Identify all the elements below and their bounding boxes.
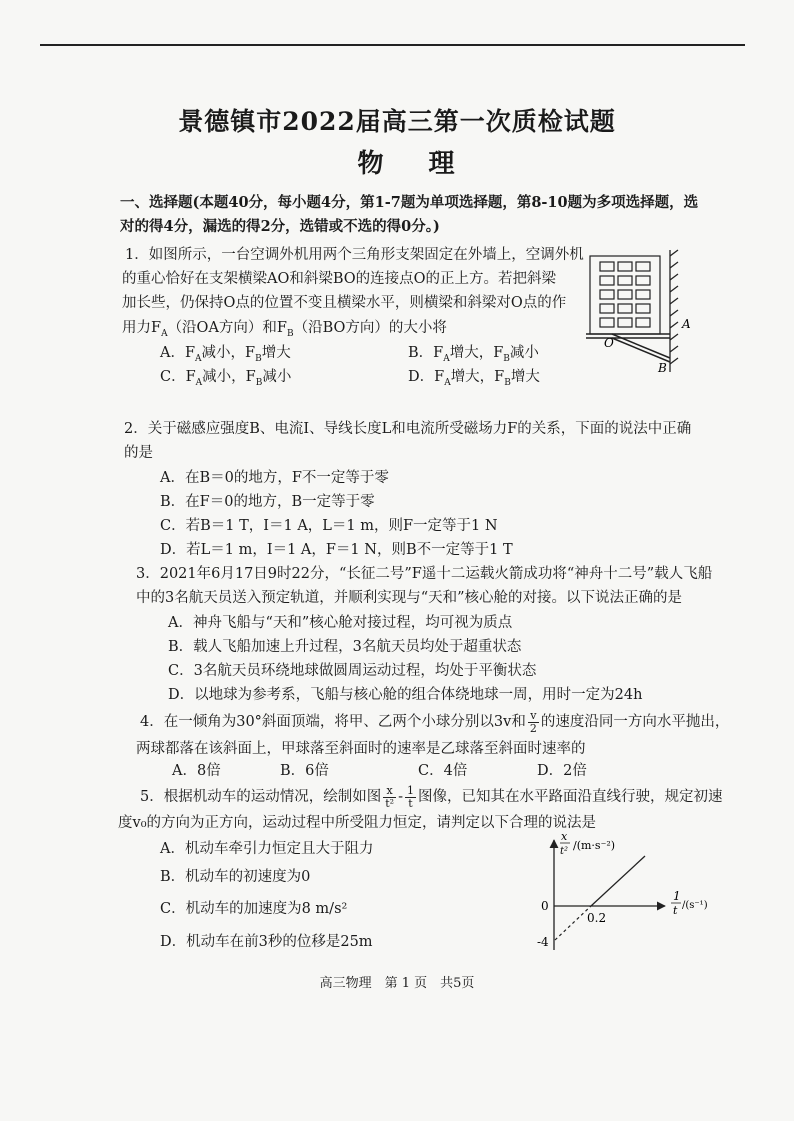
- q1-option-b[interactable]: B．$F_A$增大，$F_B$减小: [408, 345, 539, 364]
- q2-option-d[interactable]: D．若L＝1 m，I＝1 A，F＝1 N，则B不一定等于1 T: [160, 542, 513, 558]
- y-frac-den: t²: [560, 846, 569, 857]
- y-tick-label: -4: [537, 935, 549, 949]
- q2-option-c[interactable]: C．若B＝1 T，I＝1 A，L＝1 m，则F一定等于1 N: [160, 518, 498, 534]
- q4-fraction: $\frac{v}{2}$: [529, 708, 537, 735]
- q5-option-d[interactable]: D．机动车在前3秒的位移是25m: [160, 934, 373, 950]
- origin-label: 0: [541, 899, 549, 913]
- q1-line4: 用力$F_A$（沿OA方向）和$F_B$（沿BO方向）的大小将: [122, 320, 447, 339]
- q4-option-b[interactable]: B．6倍: [280, 763, 329, 779]
- q2-option-b[interactable]: B．在F＝0的地方，B一定等于零: [160, 494, 375, 510]
- q2-line1: 2．关于磁感应强度B、电流I、导线长度L和电流所受磁场力F的关系，下面的说法中正确: [124, 421, 692, 437]
- q2-option-a[interactable]: A．在B＝0的地方，F不一定等于零: [160, 470, 389, 486]
- wall: [670, 250, 678, 372]
- q5-line2: 度v₀的方向为正方向，运动过程中所受阻力恒定，请判定以下合理的说法是: [118, 815, 597, 831]
- q5-fraction-x-t2: $\frac{x}{\text{t²}}$: [385, 783, 395, 810]
- q1-option-a[interactable]: A．$F_A$减小，$F_B$增大: [160, 345, 291, 364]
- q4-option-c[interactable]: C．4倍: [418, 763, 468, 779]
- ac-grille-icon: [600, 262, 650, 327]
- q4-option-d[interactable]: D．2倍: [537, 763, 587, 779]
- q3-option-c[interactable]: C．3名航天员环绕地球做圆周运动过程，均处于平衡状态: [168, 663, 537, 679]
- label-b: B: [658, 361, 667, 375]
- q3-option-a[interactable]: A．神舟飞船与“天和”核心舱对接过程，均可视为质点: [168, 615, 513, 631]
- bracket: [586, 334, 670, 362]
- q3-line1: 3．2021年6月17日9时22分，“长征二号”F遥十二运载火箭成功将“神舟十二号”载人飞船: [136, 566, 713, 582]
- q5-graph: [535, 828, 720, 956]
- q3-option-b[interactable]: B．载人飞船加速上升过程，3名航天员均处于超重状态: [168, 639, 522, 655]
- label-a: A: [682, 317, 691, 331]
- y-axis-label: /(m·s⁻²): [573, 839, 616, 852]
- q3-line2: 中的3名航天员送入预定轨道，并顺利实现与“天和”核心舱的对接。以下说法正确的是: [136, 590, 683, 606]
- q3-option-d[interactable]: D．以地球为参考系，飞船与核心舱的组合体绕地球一周，用时一定为24h: [168, 687, 643, 703]
- q1-line2: 的重心恰好在支架横梁AO和斜梁BO的连接点O的正上方。若把斜梁: [122, 271, 557, 287]
- top-rule: [40, 44, 745, 46]
- q2-line2: 的是: [124, 445, 153, 461]
- x-axis-label: /(s⁻¹): [682, 900, 708, 911]
- q5-option-b[interactable]: B．机动车的初速度为0: [160, 869, 311, 885]
- graph-dashed-segment: [555, 906, 591, 940]
- section-heading-line1: 一、选择题(本题40分，每小题4分，第1-7题为单项选择题，第8-10题为多项选择题，选: [120, 194, 699, 211]
- x-frac-den: t: [673, 904, 678, 917]
- x-frac-num: 1: [673, 889, 681, 903]
- graph-solid-line: [591, 856, 645, 906]
- x-tick-label: 0.2: [587, 911, 607, 925]
- q1-line1: 1．如图所示，一台空调外机用两个三角形支架固定在外墙上，空调外机: [125, 247, 584, 263]
- q5-line1: 5．根据机动车的运动情况，绘制如图 $\frac{x}{\text{t²}}$ - $\frac{1}{t}$ 图像，已知其在水平路面沿直线行驶，规定初速: [140, 783, 723, 810]
- q4-line1: 4．在一倾角为30°斜面顶端，将甲、乙两个小球分别以3v和 $\frac{v}{2}$ 的速度沿同一方向水平抛出，: [140, 708, 730, 735]
- q5-option-c[interactable]: C．机动车的加速度为8 m/s²: [160, 901, 348, 917]
- subject-title: 物 理: [357, 149, 473, 179]
- q1-line3: 加长些，仍保持O点的位置不变且横梁水平，则横梁和斜梁对O点的作: [122, 295, 567, 311]
- ac-unit: [590, 256, 660, 334]
- section-heading-line2: 对的得4分，漏选的得2分，选错或不选的得0分。): [120, 218, 440, 235]
- q5-option-a[interactable]: A．机动车牵引力恒定且大于阻力: [160, 841, 374, 857]
- page-footer: 高三物理 第 1 页 共5页: [319, 976, 475, 991]
- q4-option-a[interactable]: A．8倍: [172, 763, 221, 779]
- q4-line2: 两球都落在该斜面上，甲球落至斜面时的速率是乙球落至斜面时速率的: [136, 741, 586, 757]
- label-o: O: [604, 336, 614, 350]
- q1-bracket-figure: [582, 246, 692, 376]
- q5-fraction-1-t: $\frac{1}{t}$: [406, 783, 414, 810]
- y-frac-num: x: [561, 830, 568, 843]
- exam-title: 景德镇市2022届高三第一次质检试题: [178, 107, 616, 136]
- q1-option-d[interactable]: D．$F_A$增大，$F_B$增大: [408, 369, 540, 388]
- q1-option-c[interactable]: C．$F_A$减小，$F_B$减小: [160, 369, 292, 388]
